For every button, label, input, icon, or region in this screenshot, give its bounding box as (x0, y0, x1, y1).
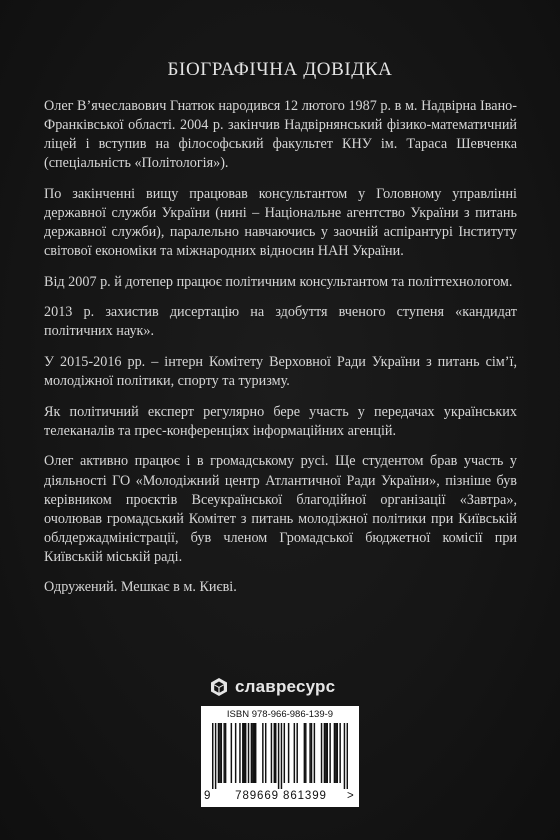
barcode-digit-first: 9 (204, 790, 211, 802)
cube-hexagon-icon (209, 677, 229, 697)
barcode-bars (212, 723, 348, 789)
page-title: БІОГРАФІЧНА ДОВІДКА (167, 59, 393, 80)
barcode-bar (212, 723, 213, 789)
bio-paragraph: Олег В’ячеславович Гнатюк народився 12 лютого 1987 р. в м. Надвірна Івано-Франківської області. 2004 р. закінчив Надвірнянський фізико-математичний ліцей і вступив на філософський факультет КНУ ім. Тараса Шевченка (спеціальність «Політологія»). (44, 98, 517, 172)
barcode-bar (251, 723, 252, 783)
biography-text (44, 97, 517, 609)
bio-paragraph: По закінченні вищу працював консультантом у Головному управлінні державної служби України (нині – Національне агентство України з питань державної служби), паралельно навчаючись у заочній аспірантурі Інституту світової економіки та міжнародних відносин НАН України. (44, 185, 517, 260)
barcode-bar (296, 723, 297, 783)
barcode-bar (225, 723, 226, 783)
isbn-barcode (201, 706, 359, 807)
bio-paragraph: Одружений. Мешкає в м. Києві. (44, 579, 237, 596)
barcode-bar (325, 723, 326, 783)
barcode-bar (231, 723, 232, 783)
barcode-bar (324, 723, 325, 783)
publisher-logo (209, 676, 335, 698)
barcode-bar (288, 723, 289, 783)
barcode-bar (278, 723, 279, 789)
barcode-bar (327, 723, 328, 783)
barcode-bar (242, 723, 243, 783)
barcode-bar (245, 723, 246, 783)
barcode-bar (329, 723, 330, 783)
barcode-bar (347, 723, 348, 789)
barcode-bar (309, 723, 310, 783)
barcode-bar (321, 723, 322, 783)
barcode-bar (334, 723, 335, 783)
barcode-bar (239, 723, 240, 783)
barcode-bar (337, 723, 338, 783)
bio-paragraph: У 2015-2016 рр. – інтерн Комітету Верховної Ради України з питань сім’ї, молодіжної політики, спорту та туризму. (44, 354, 517, 390)
bio-paragraph: Олег активно працює і в громадському русі. Ще студентом брав участь у діяльності ГО «Молодіжний центр Атлантичної Ради України», пізніше був керівником проєктів Всеукраїнської благодійної організації «Завтра», очолював громадський Комітет з питань молодіжної політики при Київській облдержадміністрації, був членом Громадської бюджетної комісії при Київській міській раді. (44, 453, 517, 565)
barcode-bar (274, 723, 275, 783)
barcode-bar (265, 723, 266, 783)
barcode-bar (311, 723, 312, 783)
bio-paragraph: Як політичний експерт регулярно бере участь у передачах українських телеканалів та прес-конференціях інформаційних агенцій. (44, 403, 517, 439)
barcode-bar (223, 723, 224, 783)
barcode-digits-main: 789669 861399 (235, 790, 327, 802)
barcode-bar (252, 723, 253, 783)
barcode-bar (275, 723, 276, 783)
barcode-bar (219, 723, 220, 783)
barcode-bar (281, 723, 282, 789)
barcode-bar (254, 723, 255, 783)
barcode-bar (218, 723, 219, 783)
barcode-digit-last: > (347, 790, 354, 802)
bio-paragraph: Від 2007 р. й дотепер працює політичним консультантом та політтехнологом. (44, 273, 513, 290)
barcode-bar (255, 723, 256, 783)
barcode-bar (243, 723, 244, 783)
barcode-bar (294, 723, 295, 783)
publisher-name: славресурс (235, 677, 336, 696)
barcode-bar (344, 723, 345, 789)
bio-paragraph: 2013 р. захистив дисертацію на здобуття вченого ступеня «кандидат політичних наук». (44, 304, 517, 340)
barcode-bar (304, 723, 305, 783)
barcode-bar (284, 723, 285, 783)
barcode-bar (248, 723, 249, 783)
barcode-bar (271, 723, 272, 783)
barcode-bar (335, 723, 336, 783)
barcode-bar (314, 723, 315, 783)
barcode-bar (262, 723, 263, 783)
barcode-bar (215, 723, 216, 789)
barcode-bar (305, 723, 306, 783)
isbn-label: ISBN 978-966-986-139-9 (226, 709, 334, 720)
barcode-bar (235, 723, 236, 783)
barcode-bar (221, 723, 222, 783)
barcode-bar (339, 723, 340, 783)
